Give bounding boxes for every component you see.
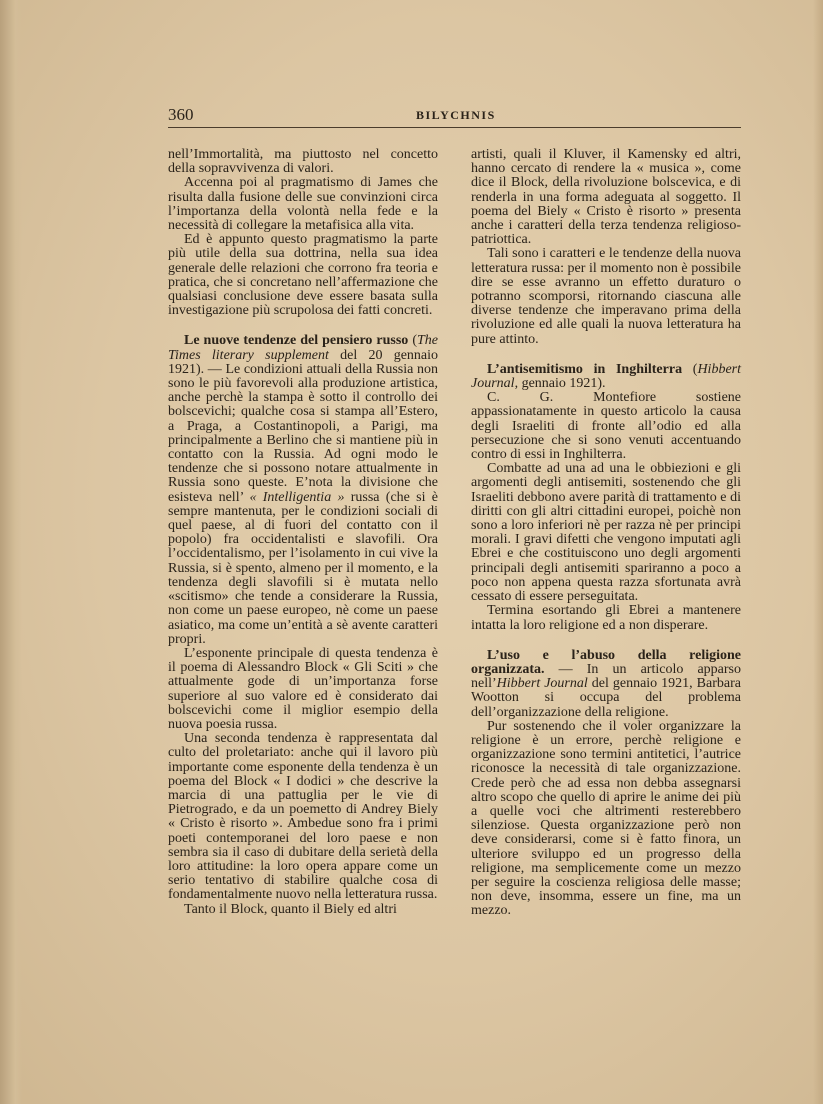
page-header — [168, 105, 741, 128]
article-organized-religion — [471, 649, 741, 720]
paragraph: Combatte ad una ad una le obbiezioni e gli argomenti degli antisemiti, sostenendo che gli Israeliti debbono avere parità di trattamento e di diritti con gli altri cittadini europei, poichè non sono a loro inferiori nè per razza nè per principi morali. I gravi difetti che vengono imputati agli Ebrei e che costituiscono uno degli argomenti principali degli antisemiti spariranno a poco a poco non appena questa razza sfortunata avrà cessato di essere perseguitata. — [471, 461, 741, 605]
paragraph: Pur sostenendo che il voler organizzare la religione è un errore, perchè religione e organizzazione sono termini antitetici, l’autrice riconosce la necessità di tale organizzazione. Crede però che ad essa non debba assegnarsi altro scopo che quello di aprire le anime dei più a quelle voci che altrimenti resterebbero silenziose. Questa organizzazione però non deve considerarsi, come si è fatto finora, un ulteriore sviluppo ed un progresso della religione, ma semplicemente come un mezzo per seguire la coscienza religiosa delle masse; non deve, insomma, essere un fine, ma un mezzo. — [471, 718, 741, 919]
article-source: Hibbert Journal — [471, 361, 741, 392]
article-source: Hibbert Journal — [496, 676, 588, 692]
article-title: L’uso e l’abuso della religione organizzata. — [471, 647, 741, 677]
page-outer-edge — [813, 0, 823, 1104]
article-body: del gennaio 1921, Barbara Wootton si occupa del problema dell’organizzazione della religione. — [471, 676, 741, 720]
source-open: ( — [682, 361, 698, 377]
paragraph: Accenna poi al pragmatismo di James che risulta dalla fusione delle sue convinzioni circa l’importanza della volontà nella fede e la necessità di collegare la metafisica alla vita. — [168, 175, 438, 234]
article-title: Le nuove tendenze del pensiero russo — [184, 333, 409, 349]
running-head: BILYCHNIS — [416, 108, 496, 122]
article-source: The Times literary supplement — [168, 333, 438, 363]
article-title: L’antisemitismo in Inghilterra — [487, 361, 683, 377]
article-body: Le condizioni attuali della Russia non sono le più favorevoli alla produzione artistica, anche perchè la stampa è sotto il controllo dei bolscevichi; qualche cosa si stampa all’Estero, a Praga, a Costantinopoli, a Parigi, ma principalmente a Berlino che si mantiene più in contatto con la Russia. Ad ogni modo le tendenze che si possono notare attualmente in Russia sono queste. E’nota la divisione che esisteva nell’ — [168, 361, 438, 505]
paragraph: nell’Immortalità, ma piuttosto nel concetto della sopravvivenza di valori. — [168, 147, 438, 177]
paragraph: C. G. Montefiore sostiene appassionatamente in questo articolo la causa degli Israeliti di fronte all’odio ed alla persecuzione che si sono venuti accentuando contro di essi in Inghilterra. — [471, 390, 741, 463]
paragraph: L’esponente principale di questa tendenza è il poema di Alessandro Block « Gli Sciti » che attualmente gode di un’importanza forse superiore al suo valore ed è considerato dai bolscevichi come il miglior esempio della nuova poesia russa. — [168, 645, 438, 732]
paragraph: Una seconda tendenza è rappresentata dal culto del proletariato: anche qui il lavoro più importante come esponente della tendenza è un poema del Block « I dodici » che descrive la marcia di una pattuglia per le vie di Pietrogrado, e da un poemetto di Andrey Biely « Cristo è risorto ». Ambedue sono fra i primi poeti contemporanei del loro paese e non sembra sia il caso di dubitare della serietà della loro attitudine: la loro opera appare come un serio tentativo di stabilire qualche cosa di fondamentalmente nuovo nella letteratura russa. — [168, 731, 438, 903]
article-date: del 20 gennaio 1921). — — [168, 347, 439, 377]
paragraph: Tanto il Block, quanto il Biely ed altri — [184, 901, 397, 917]
article-body-end: russa (che si è sempre mantenuta, per le condizioni sociali di quel paese, al di fuori del contatto con il popolo) fra occidentalisti e slavofili. Ora l’occidentalismo, per l’isolamento in cui vive la Russia, si è spento, almeno per il momento, e la tendenza degli slavofili si è mutata nello «scitismo» che tende a considerare la Russia, non come un paese europeo, nè come un paese asiatico, ma come un’entità a sè avente caratteri propri. — [168, 489, 438, 647]
left-column — [168, 148, 438, 917]
right-column — [471, 148, 741, 919]
article-lead: — In un articolo apparso nell’ — [471, 661, 741, 692]
source-open: ( — [412, 333, 417, 349]
paragraph: Ed è appunto questo pragmatismo la parte più utile della sua dottrina, nella sua idea generale delle relazioni che corrono fra teoria e pratica, che si concretano nell’affermazione che qualsiasi conclusione deve essere basata sulla investigazione più scrupolosa dei fatti concreti. — [168, 232, 438, 319]
article-antisemitism — [471, 363, 741, 391]
article-russian-thought — [168, 334, 438, 646]
article-date: , gennaio 1921). — [514, 376, 606, 392]
paragraph: artisti, quali il Kluver, il Kamensky ed altri, hanno cercato di rendere la « musica », come dice il Block, della rivoluzione bolscevica, e di renderla in una forma adeguata al soggetto. Il poema del Biely « Cristo è risorto » presenta anche i caratteri della terza tendenza religioso-patriottica. — [471, 147, 741, 248]
paragraph: Tali sono i caratteri e le tendenze della nuova letteratura russa: per il momento non è possibile dire se esse avranno un effetto duraturo o potranno scomporsi, ritornando ciascuna alle diverse tendenze che imperavano prima della rivoluzione ed alle quali la nuova letteratura ha pure attinto. — [471, 246, 741, 347]
paragraph: Termina esortando gli Ebrei a mantenere intatta la loro religione ed a non disperare. — [471, 603, 741, 633]
page-number: 360 — [168, 105, 194, 124]
intelligentia-term: « Intelligentia » — [249, 489, 345, 505]
page-binding-edge — [0, 0, 22, 1104]
